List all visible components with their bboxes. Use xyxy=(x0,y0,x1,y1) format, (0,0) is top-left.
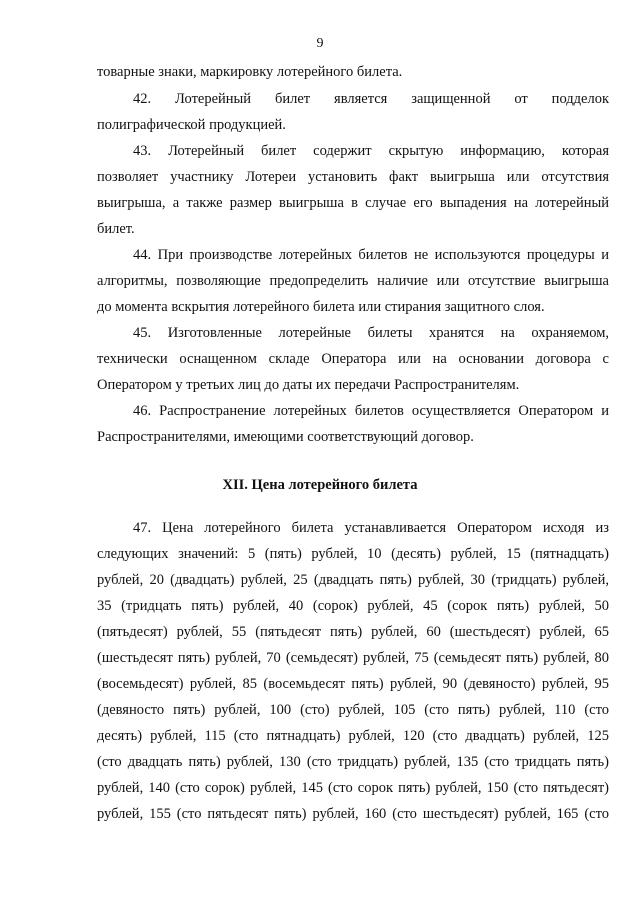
paragraph-42-line: полиграфической продукцией. xyxy=(97,117,286,133)
paragraph-43-line: позволяет участнику Лотереи установить факт выигрыша или отсутствия xyxy=(97,169,609,185)
paragraph-47-line: рублей, 20 (двадцать) рублей, 25 (двадцать пять) рублей, 30 (тридцать) рублей, xyxy=(97,572,609,588)
page-number: 9 xyxy=(316,36,324,51)
paragraph-47-line: (девяносто пять) рублей, 100 (сто) рублей, 105 (сто пять) рублей, 110 (сто xyxy=(97,702,609,718)
paragraph-44-line: алгоритмы, позволяющие предопределить наличие или отсутствие выигрыша xyxy=(97,273,609,289)
paragraph-43-line: выигрыша, а также размер выигрыша в случае его выпадения на лотерейный xyxy=(97,195,609,211)
text-line: товарные знаки, маркировку лотерейного билета. xyxy=(97,64,403,80)
paragraph-47-line: десять) рублей, 115 (сто пятнадцать) рублей, 120 (сто двадцать) рублей, 125 xyxy=(97,728,609,744)
paragraph-44-line: до момента вскрытия лотерейного билета или стирания защитного слоя. xyxy=(97,299,545,315)
paragraph-47-line: рублей, 155 (сто пятьдесят пять) рублей, 160 (сто шестьдесят) рублей, 165 (сто xyxy=(97,806,609,822)
paragraph-43-line: 43. Лотерейный билет содержит скрытую информацию, которая xyxy=(133,143,609,159)
paragraph-47-line: следующих значений: 5 (пять) рублей, 10 (десять) рублей, 15 (пятнадцать) xyxy=(97,546,609,562)
section-heading: XII. Цена лотерейного билета xyxy=(222,477,418,493)
paragraph-45-line: 45. Изготовленные лотерейные билеты хранятся на охраняемом, xyxy=(133,325,609,341)
paragraph-45-line: технически оснащенном складе Оператора или на основании договора с xyxy=(97,351,609,367)
paragraph-43-line: билет. xyxy=(97,221,135,237)
paragraph-47-line: 35 (тридцать пять) рублей, 40 (сорок) рублей, 45 (сорок пять) рублей, 50 xyxy=(97,598,609,614)
paragraph-47-line: (шестьдесят пять) рублей, 70 (семьдесят) рублей, 75 (семьдесят пять) рублей, 80 xyxy=(97,650,609,666)
paragraph-42-line: 42. Лотерейный билет является защищенной от подделок xyxy=(133,91,609,107)
paragraph-47-line: рублей, 140 (сто сорок) рублей, 145 (сто сорок пять) рублей, 150 (сто пятьдесят) xyxy=(97,780,609,796)
paragraph-47-line: 47. Цена лотерейного билета устанавливается Оператором исходя из xyxy=(133,520,609,536)
paragraph-47-line: (пятьдесят) рублей, 55 (пятьдесят пять) рублей, 60 (шестьдесят) рублей, 65 xyxy=(97,624,609,640)
paragraph-47-line: (восемьдесят) рублей, 85 (восемьдесят пять) рублей, 90 (девяносто) рублей, 95 xyxy=(97,676,609,692)
paragraph-46-line: Распространителями, имеющими соответствующий договор. xyxy=(97,429,474,445)
paragraph-47-line: (сто двадцать пять) рублей, 130 (сто тридцать) рублей, 135 (сто тридцать пять) xyxy=(97,754,609,770)
paragraph-45-line: Оператором у третьих лиц до даты их передачи Распространителям. xyxy=(97,377,520,393)
paragraph-46-line: 46. Распространение лотерейных билетов осуществляется Оператором и xyxy=(133,403,609,419)
paragraph-44-line: 44. При производстве лотерейных билетов не используются процедуры и xyxy=(133,247,609,263)
